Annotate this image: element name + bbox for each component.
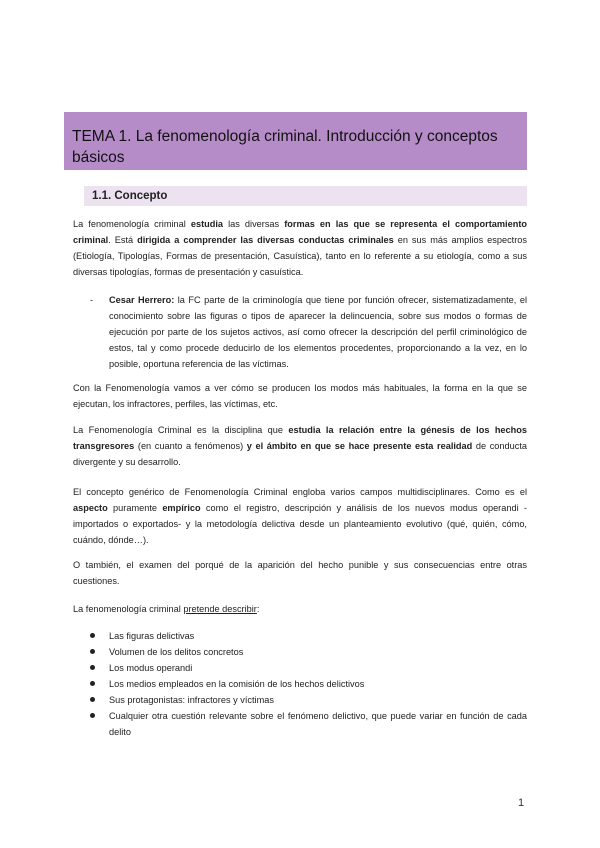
paragraph-concept bbox=[73, 484, 527, 548]
bullet-icon bbox=[90, 633, 95, 638]
text-run: la FC parte de la criminología que tiene por función ofrecer, sistematizadamente, el conocimiento sobre las figuras o tipos de aparecer la delincuencia, sobre sus modos o formas de ejecución por parte de los sujetos activos, así como ofrecer la descripción del perfil criminológico de estos, tal y como procede deducirlo de los elementos procedentes, proporcionando a la vez, en lo posible, oportuna referencia de las víctimas. bbox=[109, 295, 527, 369]
page-number: 1 bbox=[518, 797, 525, 809]
section-heading: 1.1. Concepto bbox=[92, 190, 168, 202]
paragraph-discipline bbox=[73, 422, 527, 470]
bullet-icon bbox=[90, 697, 95, 702]
list-item bbox=[90, 676, 527, 692]
bullet-icon bbox=[90, 681, 95, 686]
bullet-icon bbox=[90, 713, 95, 718]
bullet-icon bbox=[90, 649, 95, 654]
list-item-text: Cualquier otra cuestión relevante sobre el fenómeno delictivo, que puede variar en función de cada delito bbox=[109, 711, 527, 737]
paragraph-examination: O también, el examen del porqué de la aparición del hecho punible y sus consecuencias entre otras cuestiones. bbox=[73, 560, 527, 586]
bold-run: estudia bbox=[190, 219, 224, 229]
list-item-text: Sus protagonistas: infractores y víctimas bbox=[109, 695, 274, 705]
list-item-text: Las figuras delictivas bbox=[109, 631, 195, 641]
bold-run: y el ámbito en que se hace presente esta realidad bbox=[246, 441, 473, 451]
bold-run: estudia la relación entre la génesis de los hechos transgresores bbox=[73, 425, 527, 451]
list-item bbox=[90, 644, 527, 660]
text-run: puramente bbox=[107, 503, 163, 513]
paragraph-modes: Con la Fenomenología vamos a ver cómo se producen los modos más habituales, la forma en la que se ejecutan, los infractores, perfiles, las víctimas, etc. bbox=[73, 383, 527, 409]
bold-run: empírico bbox=[162, 503, 201, 513]
text-run: de conducta divergente y su desarrollo. bbox=[73, 441, 527, 467]
list-item bbox=[90, 660, 527, 676]
text-run: (en cuanto a fenómenos) bbox=[134, 441, 247, 451]
text-run: : bbox=[256, 604, 260, 614]
text-run: como el registro, descripción y análisis de los nuevos modus operandi -importados o exportados- y la metodología delictiva desde un planteamiento evolutivo (qué, quién, cómo, cuándo, dónde…). bbox=[73, 503, 527, 545]
list-item bbox=[90, 692, 527, 708]
dash-list-item bbox=[90, 292, 527, 372]
dash-item-text bbox=[109, 292, 527, 372]
title-banner bbox=[64, 112, 527, 170]
list-item bbox=[90, 708, 527, 740]
text-run: las diversas bbox=[223, 219, 285, 229]
bold-run: Cesar Herrero: bbox=[109, 295, 175, 305]
dash-marker: - bbox=[90, 295, 94, 305]
section-banner bbox=[84, 186, 527, 206]
list-item-text: Los modus operandi bbox=[109, 663, 193, 673]
text-run: La fenomenología criminal bbox=[73, 219, 191, 229]
bullet-icon bbox=[90, 665, 95, 670]
bullet-list bbox=[90, 628, 527, 740]
list-item-text: Los medios empleados en la comisión de los hechos delictivos bbox=[109, 679, 365, 689]
text-run: La fenomenología criminal bbox=[73, 604, 184, 614]
page-title: TEMA 1. La fenomenología criminal. Introducción y conceptos básicos bbox=[72, 128, 498, 166]
paragraph-describe bbox=[73, 601, 527, 617]
text-run: . Está bbox=[108, 235, 138, 245]
text-run: La Fenomenología Criminal es la disciplina que bbox=[73, 425, 289, 435]
bold-run: formas en las que se representa el comportamiento criminal bbox=[73, 219, 527, 245]
paragraph-intro bbox=[73, 216, 527, 280]
underlined-run: pretende describir bbox=[183, 604, 257, 614]
bold-run: dirigida a comprender las diversas conductas criminales bbox=[137, 235, 394, 245]
text-run: El concepto genérico de Fenomenología Criminal engloba varios campos multidisciplinares. Como es el bbox=[73, 487, 527, 497]
list-item-text: Volumen de los delitos concretos bbox=[109, 647, 244, 657]
list-item bbox=[90, 628, 527, 644]
bold-run: aspecto bbox=[73, 503, 108, 513]
text-run: en sus más amplios espectros (Etiología, Tipologías, Formas de presentación, Casuística), tanto en lo referente a su etiología, como a sus diversas tipologías, formas de presentación y casuística. bbox=[73, 235, 527, 277]
